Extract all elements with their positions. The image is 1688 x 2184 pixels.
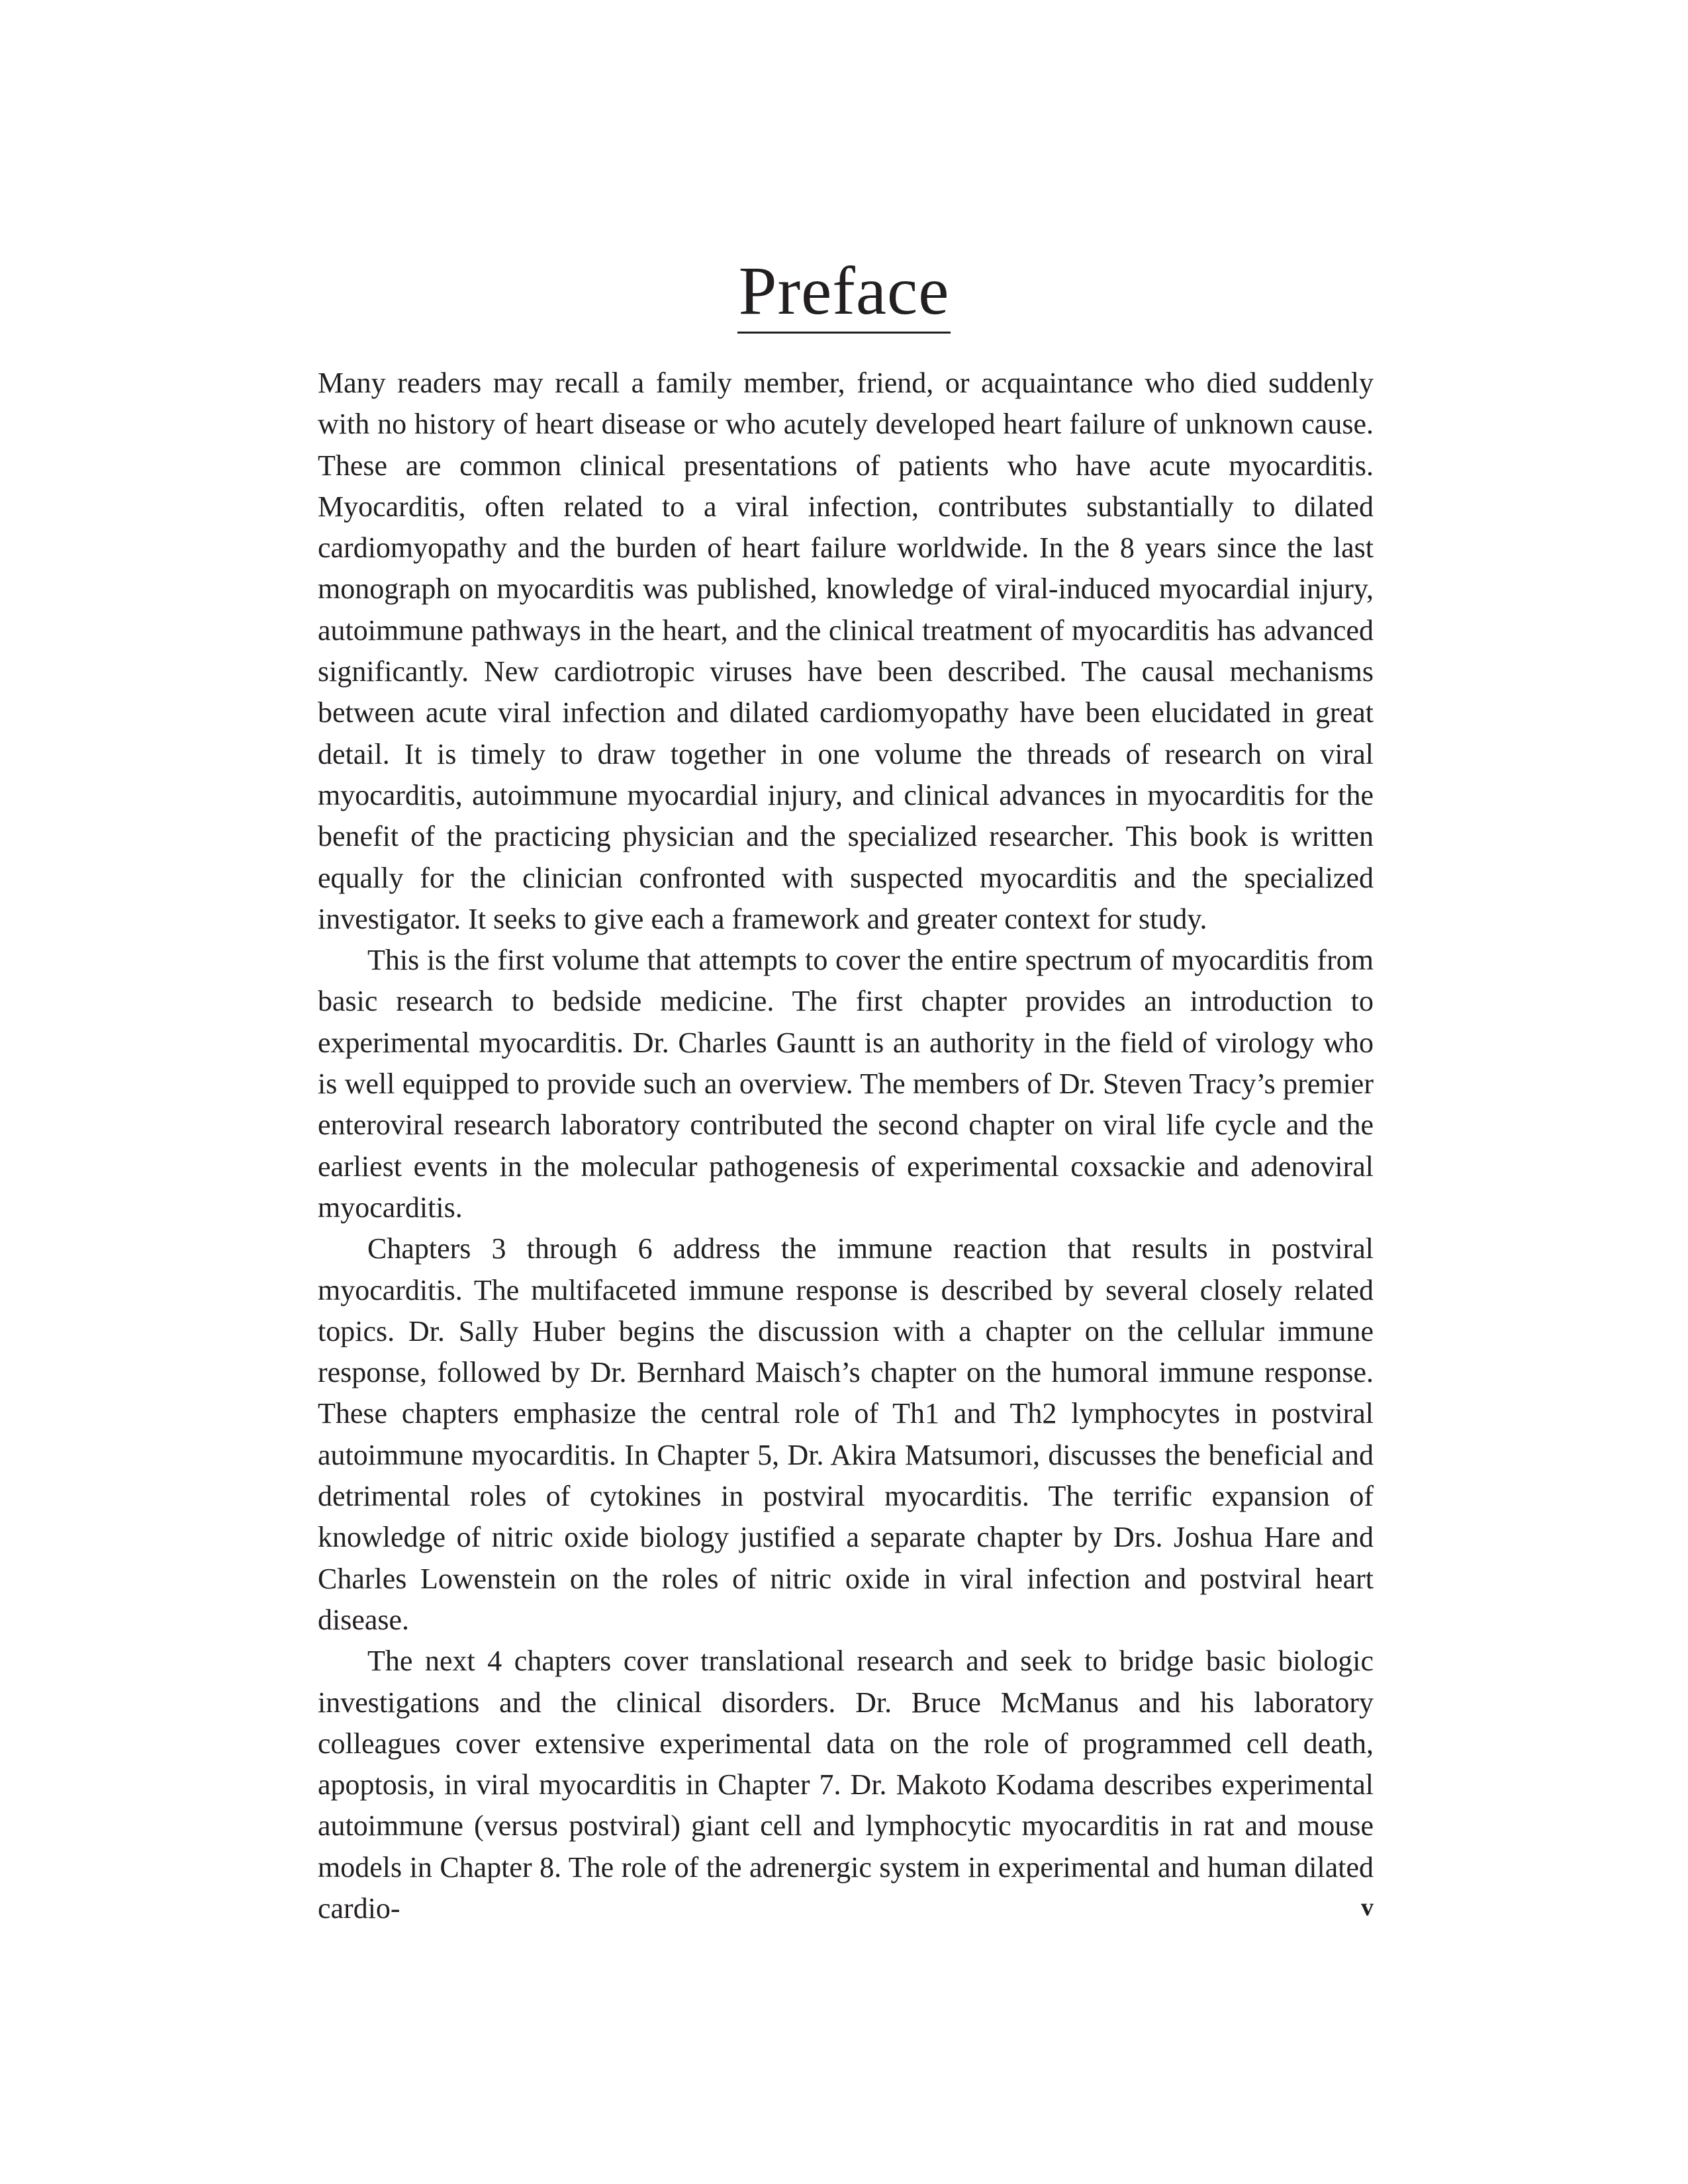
page-title: Preface — [737, 255, 951, 334]
paragraph-4: The next 4 chapters cover translational research and seek to bridge basic biologic investigations and the clinical disorders. Dr. Bruce McManus and his laboratory colleagues cover extensive experimental data on the role of programmed cell death, apoptosis, in viral myocarditis in Chapter 7. Dr. Makoto Kodama describes experimental autoimmune (versus postviral) giant cell and lymphocytic myocarditis in rat and mouse models in Chapter 8. The role of the adrenergic system in experimental and human dilated cardio- — [318, 1645, 1374, 1925]
page-number: v — [1361, 1893, 1374, 1921]
title-block — [0, 255, 1688, 334]
paragraph-2: This is the first volume that attempts to cover the entire spectrum of myocarditis from basic research to bedside medicine. The first chapter provides an introduction to experimental myocarditis. Dr. Charles Gauntt is an authority in the field of virology who is well equipped to provide such an overview. The members of Dr. Steven Tracy’s premier enteroviral research laboratory contributed the second chapter on viral life cycle and the earliest events in the molecular pathogenesis of experimental coxsackie and adenoviral myocarditis. — [318, 944, 1374, 1224]
preface-body — [318, 363, 1374, 1929]
paragraph-1: Many readers may recall a family member, friend, or acquaintance who died suddenly with no history of heart disease or who acutely developed heart failure of unknown cause. These are common clinical presentations of patients who have acute myocarditis. Myocarditis, often related to a viral infection, contributes substantially to dilated cardiomyopathy and the burden of heart failure worldwide. In the 8 years since the last monograph on myocarditis was published, knowledge of viral-induced myocardial injury, autoimmune pathways in the heart, and the clinical treatment of myocarditis has advanced significantly. New cardiotropic viruses have been described. The causal mechanisms between acute viral infection and dilated cardiomyopathy have been elucidated in great detail. It is timely to draw together in one volume the threads of research on viral myocarditis, autoimmune myocardial injury, and clinical advances in myocarditis for the benefit of the practicing physician and the specialized researcher. This book is written equally for the clinician confronted with suspected myocarditis and the specialized investigator. It seeks to give each a framework and greater context for study. — [318, 367, 1374, 935]
paragraph-3: Chapters 3 through 6 address the immune reaction that results in postviral myocarditis. The multifaceted immune response is described by several closely related topics. Dr. Sally Huber begins the discussion with a chapter on the cellular immune response, followed by Dr. Bernhard Maisch’s chapter on the humoral immune response. These chapters emphasize the central role of Th1 and Th2 lymphocytes in postviral autoimmune myocarditis. In Chapter 5, Dr. Akira Matsumori, discusses the beneficial and detrimental roles of cytokines in postviral myocarditis. The terrific expansion of knowledge of nitric oxide biology justified a separate chapter by Drs. Joshua Hare and Charles Lowenstein on the roles of nitric oxide in viral infection and postviral heart disease. — [318, 1232, 1374, 1636]
